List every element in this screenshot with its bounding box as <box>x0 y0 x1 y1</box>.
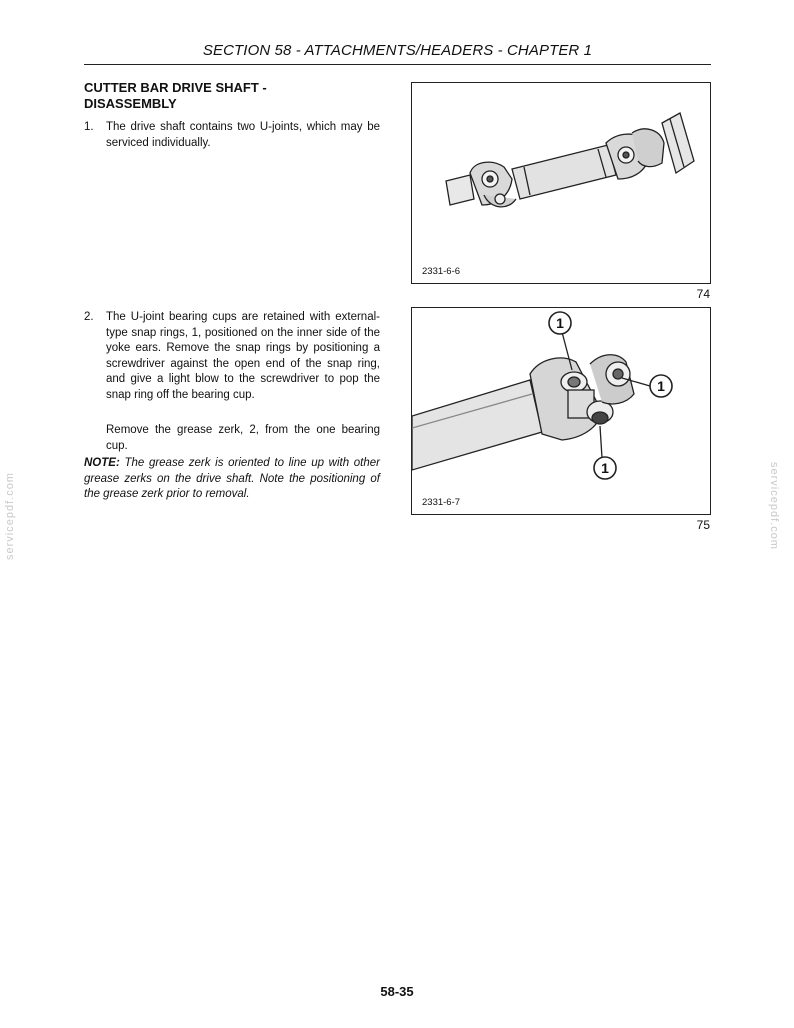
note-label: NOTE: <box>84 457 120 469</box>
step-1-number: 1. <box>84 121 94 133</box>
figure-74-number: 74 <box>696 287 710 301</box>
figure-74-code: 2331-6-6 <box>422 266 461 277</box>
step-2 <box>84 310 380 403</box>
step-1 <box>84 120 380 151</box>
page-number: 58-35 <box>380 984 414 999</box>
u-joint-illustration <box>412 308 710 514</box>
section-title <box>84 80 384 112</box>
header-rule <box>84 64 711 65</box>
page-header: SECTION 58 - ATTACHMENTS/HEADERS - CHAPTER 1 <box>202 42 593 59</box>
callout-1-top: 1 <box>556 315 564 331</box>
callout-1-bottom: 1 <box>601 460 609 476</box>
grease-zerk-paragraph: Remove the grease zerk, 2, from the one bearing cup. <box>106 424 380 452</box>
section-title-line1: CUTTER BAR DRIVE SHAFT - <box>84 80 267 95</box>
figure-75-number: 75 <box>696 518 710 532</box>
note-text: The grease zerk is oriented to line up with other grease zerks on the drive shaft. Note the positioning of the grease zerk prior to removal. <box>84 457 380 500</box>
note-paragraph <box>84 456 380 503</box>
callout-1-right: 1 <box>657 378 665 394</box>
step-2-text: The U-joint bearing cups are retained with external-type snap rings, 1, positioned on the inner side of the yoke ears. Remove the snap rings by positioning a screwdriver against the open end of the snap ring, and give a light blow to the screwdriver to pop the snap ring off the bearing cup. <box>106 311 380 401</box>
figure-74-drive-shaft <box>411 82 711 284</box>
drive-shaft-illustration <box>412 83 710 283</box>
step-2-number: 2. <box>84 311 94 323</box>
watermark-right: servicepdf.com <box>768 462 780 550</box>
figure-75-u-joint <box>411 307 711 515</box>
watermark-left: servicepdf.com <box>4 472 16 560</box>
figure-75-code: 2331-6-7 <box>422 497 461 508</box>
section-title-line2: DISASSEMBLY <box>84 96 177 111</box>
step-1-text: The drive shaft contains two U-joints, which may be serviced individually. <box>106 121 380 149</box>
